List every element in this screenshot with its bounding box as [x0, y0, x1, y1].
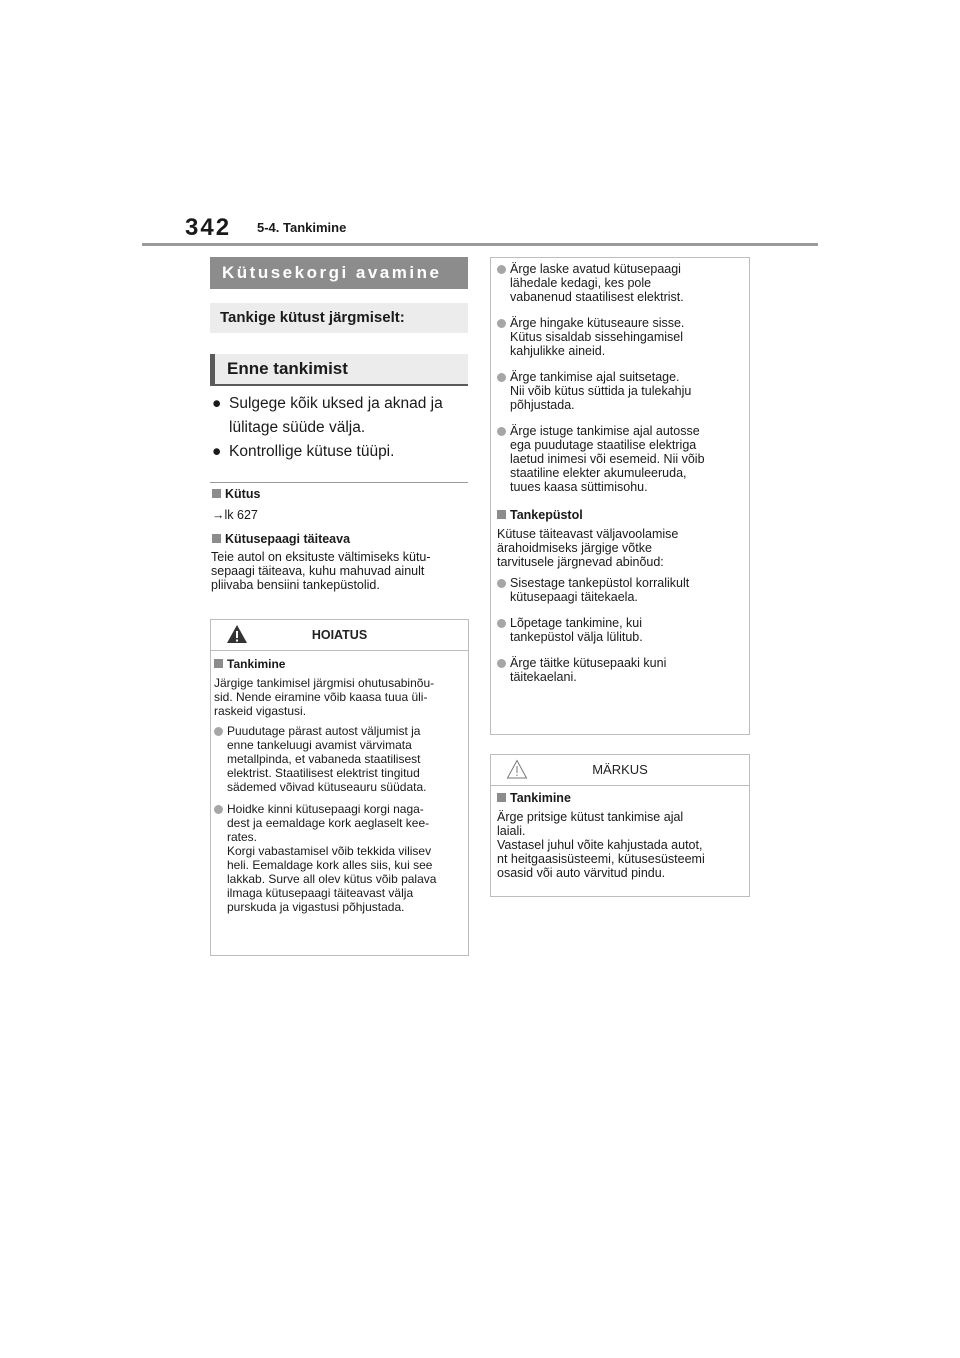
right-bullet: Ärge hingake kütuseaure sisse. Kütus sisaldab sissehingamisel kahjulikke aineid.: [497, 316, 743, 358]
warning-heading: Tankimine: [214, 657, 465, 671]
section-title: 5-4. Tankimine: [257, 220, 347, 235]
intro-heading: Tankige kütust järgmiselt:: [210, 303, 468, 333]
square-bullet-icon: [212, 534, 221, 543]
tank-heading: Kütusepaagi täiteava: [212, 532, 350, 546]
right-bullet: Lõpetage tankimine, kui tankepüstol välja lülitub.: [497, 616, 743, 644]
before-refuel-heading: Enne tankimist: [210, 354, 468, 386]
topic-title: Kütusekorgi avamine: [210, 257, 468, 289]
nozzle-heading: Tankepüstol: [497, 508, 743, 522]
note-heading: Tankimine: [497, 791, 743, 805]
square-bullet-icon: [212, 489, 221, 498]
warning-header: [211, 620, 468, 651]
divider: [210, 482, 468, 483]
right-bullet: Ärge tankimise ajal suitsetage. Nii võib kütus süttida ja tulekahju põhjustada.: [497, 370, 743, 412]
caution-outline-icon: [506, 759, 528, 779]
warning-icon: [226, 624, 248, 644]
tank-text: Teie autol on eksituste vältimiseks kütu- sepaagi täiteava, kuhu mahuvad ainult pliivaba bensiini tankepüstolid.: [211, 550, 431, 592]
fuel-heading: Kütus: [212, 487, 260, 501]
step-item: ● Sulgege kõik uksed ja aknad ja lülitage süüde välja.: [212, 392, 468, 440]
warning-bullet: Hoidke kinni kütusepaagi korgi naga- dest ja eemaldage kork aeglaselt kee- rates. Korgi vabastamisel võib tekkida vilisev heli. Eemaldage kork alles siis, kui see lakkab. Surve all olev kütus võib palava ilmaga kütusepaagi täiteavast välja purskuda ja vigastusi põhjustada.: [214, 802, 465, 914]
square-bullet-icon: [497, 510, 506, 519]
right-bullet: Ärge täitke kütusepaaki kuni täitekaelani.: [497, 656, 743, 684]
warning-intro: Järgige tankimisel järgmisi ohutusabinõu- sid. Nende eiramine võib kaasa tuua üli- raskeid vigastusi.: [214, 676, 435, 718]
note-text: Ärge pritsige kütust tankimise ajal laiali. Vastasel juhul võite kahjustada autot, nt heitgaasisüsteemi, kütusesüsteemi osasid või auto värvitud pindu.: [497, 810, 705, 880]
page-number: 342: [185, 214, 232, 241]
right-bullet: Ärge istuge tankimise ajal autosse ega puudutage staatilise elektriga laetud inimesi või esemeid. Nii võib staatiline elekter akumuleeruda, tuues kaasa süttimisohu.: [497, 424, 743, 494]
square-bullet-icon: [214, 659, 223, 668]
header-rule: [142, 243, 818, 246]
bullet-icon: ●: [212, 395, 222, 412]
note-box: [490, 754, 750, 897]
right-bullet: Ärge laske avatud kütusepaagi lähedale kedagi, kes pole vabanenud staatilisest elektrist.: [497, 262, 743, 304]
right-bullet: Sisestage tankepüstol korralikult kütusepaagi täitekaela.: [497, 576, 743, 604]
square-bullet-icon: [497, 793, 506, 802]
warning-label: HOIATUS: [311, 628, 368, 642]
note-label: MÄRKUS: [592, 762, 648, 777]
note-header: [491, 755, 749, 786]
warning-box: [210, 619, 469, 956]
warning-bullet: Puudutage pärast autost väljumist ja enne tankeluugi avamist värvimata metallpinda, et vabaneda staatilisest elektrist. Staatilisest elektrist tingitud sädemed võivad kütuseauru süüdata.: [214, 724, 465, 794]
step-item: ● Kontrollige kütuse tüüpi.: [212, 440, 468, 464]
warning-continuation-box: [490, 257, 750, 735]
bullet-icon: ●: [212, 443, 222, 460]
nozzle-text: Kütuse täiteavast väljavoolamise ärahoidmiseks järgige võtke tarvitusele järgnevad abinõud:: [497, 527, 679, 569]
fuel-ref-link[interactable]: →lk 627: [212, 508, 258, 522]
